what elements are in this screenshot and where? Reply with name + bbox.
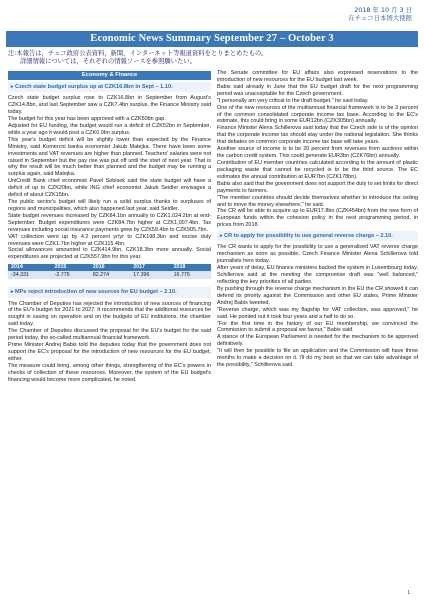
paragraph: Social allowances amounted to CZK414.9bn, CZK18.3bn more annually. Social expenditures are projected at CZK557.9bn for this year.: [8, 247, 211, 261]
paragraph: Prime Minister Andrej Babis told the deputies today that the government does not support the EC's proposal for the introduction of new resources for the EU budget, either.: [8, 342, 211, 362]
left-column: [8, 71, 211, 384]
note-line-2: 詳細情報については，それぞれの情報ソースを参照願いたい。: [20, 58, 196, 65]
paragraph: Babis said already in June that the EU budget draft for the next programming period was unacceptable for the Czech government.: [217, 83, 418, 97]
paragraph: "Reverse charge, which was my flagship for VAT collection, was approved," he said. He pointed out it took four years and a half to do so.: [217, 306, 418, 320]
right-column: [217, 70, 418, 369]
paragraph: "For the first time in the history of our EU membership, we convinced the Commission to submit a proposal we favour," Babis said.: [217, 320, 418, 334]
article-heading-text: CR to apply for possibility to use general reverse charge – 2.10.: [224, 233, 393, 240]
section-heading: Economy & Finance: [8, 71, 211, 80]
table-header-row: [8, 264, 211, 271]
table-header: 2018: [171, 264, 211, 271]
paragraph: Contribution of EU member countries calculated according to the amount of plastic packaging waste that cannot be recycled is to be the third source. The EC estimates the annual contribution at EUR7bn (CZK178bn).: [217, 159, 418, 180]
paragraph: State budget revenues increased by CZK84.1bn annually to CZK1,024.2bn at end-September. Budget expenditures were CZK84.7bn higher at CZK1,007.4bn. Tax revenues including social insurance payments grew by CZK59.4bn to CZK905.7bn.: [8, 212, 211, 233]
article-heading-text: MPs reject introduction of new sources for EU budget – 2.10.: [15, 289, 177, 296]
table-cell: 82.274: [90, 271, 130, 279]
table-cell: -2.775: [52, 271, 90, 279]
table-cell: 16.775: [171, 271, 211, 279]
paragraph: One of the new resources of the multiannual financial framework is to be 3 percent of the common consolidated corporate income tax base. According to the EC's estimate, this could bring in some EUR12bn (CZK305bn) annually.: [217, 104, 418, 125]
page-title: Economic News Summary September 27 – October 3: [6, 31, 418, 47]
paragraph: "I personally am very critical to the draft budget," he said today.: [217, 97, 369, 104]
triangle-bullet-icon: ➤: [10, 84, 16, 89]
paragraph: Czech state budget surplus rose to CZK16.8bn in September from August's CZK14.8bn, and last September saw a CZK7.4bn surplus, the Finance Ministry said today.: [8, 95, 211, 116]
paragraph: VAT collection went up by 4.2 percent yr/yr to CZK198.3bn and excise duty revenues were CZK1.7bn higher at CZK115.4bn.: [8, 233, 211, 247]
article-heading-reverse-charge: [217, 231, 418, 241]
article-heading-text: Czech state budget surplus up at CZK16.8bn in Sept – 1.10.: [15, 84, 173, 90]
table-row: [8, 271, 211, 279]
table-header: 2016: [90, 264, 130, 271]
triangle-bullet-icon: ➤: [10, 289, 16, 295]
paragraph: Adjusted for EU funding, the budget would run a deficit of CZK52bn in September, while a year ago it would post a CZK0.9bn surplus.: [8, 122, 211, 136]
paragraph: After years of delay, EU finance ministers backed the system in Luxembourg today. Schillerova said at the meeting the compromise draft was "well balanced," reflecting the key priorities of all parties.: [217, 265, 418, 286]
article-heading-budget-surplus: [8, 82, 211, 92]
paragraph: The measure could bring, among other things, strengthening of the EC's powers in checks of collection of these resources. Moreover, the system of the EU budget's financing would become more complicated, he noted.: [8, 362, 211, 383]
table-header: 2014: [8, 264, 52, 271]
table-header: 2015: [52, 264, 90, 271]
paragraph: The CR wants to apply for the possibility to use a generalised VAT reverse charge mechanism as soon as possible, Czech Finance Minister Alena Schillerova told journalists here today.: [217, 244, 418, 265]
paragraph: The budget for this year has been approved with a CZK50bn gap.: [8, 115, 166, 122]
page-number: 1: [407, 590, 410, 596]
paragraph: The Chamber of Deputies has rejected the introduction of new sources of financing of the EU's budget for 2021 to 2027. It recommends that the additional resources be sought in saving on operation and on the budgets of EU institutions, the chamber said today.: [8, 300, 211, 328]
paragraph: Babis also said that the government does not support the duty to set limits for direct payments to farmers.: [217, 180, 418, 194]
paragraph: By pushing through the reverse charge mechanism in the EU the CR showed it can defend its priority against the Commission and other EU states, Prime Minister Andrej Babis tweeted.: [217, 285, 418, 306]
table-cell: 17.396: [130, 271, 170, 279]
article-heading-eu-budget: [8, 287, 211, 297]
paragraph: The Chamber of Deputies discussed the proposal for the EU's budget for the said period today, the so-called multiannual financial framework.: [8, 328, 211, 342]
embassy-name: 在チェコ日本国大使館: [348, 14, 412, 22]
paragraph: The Senate committee for EU affairs also expressed reservations to the introduction of new resources for the EU budget last week.: [217, 70, 418, 83]
paragraph: "The member countries should decide themselves whether to introduce the ceiling and to move the money elsewhere," he said.: [217, 194, 418, 208]
triangle-bullet-icon: ➤: [219, 233, 225, 239]
paragraph: "It will then be possible to file an application and the Commission will have three months to make a decision on it. I'll do my best so that we can take advantage of the possibility," Schillerova said.: [217, 348, 418, 369]
paragraph: This year's budget deficit will be slightly lower than expected by the Finance Ministry, said Komercni banka economist Jakub Matejka. There have been some investments and VAT revenues are higher than planned. Teachers' salaries were not raised in September but the pay rise was put off until the start of next year. That is why the result will be much better than planned and the budget may be running a surplus again, said Matejka.: [8, 136, 211, 178]
paragraph: Another source of income is to be 20 percent from revenues from auctions within the carbon credit system. This could generate EUR3bn (CZK76bn) annually.: [217, 146, 418, 160]
budget-table: [8, 264, 211, 279]
disclaimer-note: [8, 50, 416, 66]
paragraph: UniCredit Bank chief economist Pavel Sobisek said the state budget will have a deficit of up to CZK20bn, while ING chief economist Jakub Seidler envisages a deficit of about CZK15bn.: [8, 178, 211, 199]
table-cell: -34.331: [8, 271, 52, 279]
paragraph: A stance of the European Parliament is needed for the mechanism to be approved definitively.: [217, 334, 418, 348]
paragraph: The public sector's budget will likely run a solid surplus thanks to surpluses of regions and municipalities, which also happened last year, said Seidler.: [8, 199, 211, 212]
note-line-1: 注:本報告は，チェコ政府公表資料，新聞，インターネット等報道資料をとりまとめたもの。: [8, 50, 268, 57]
paragraph: The CR will be able to acquire up to EUR17.8bn (CZK454bn) from the new form of European funds within the cohesion policy in the next programming period, in prices from 2018.: [217, 208, 418, 229]
table-header: 2017: [130, 264, 170, 271]
report-date: 2018 年 10 月 3 日: [354, 6, 412, 14]
header-meta: [348, 6, 412, 22]
paragraph: Finance Minister Alena Schillerova said today that the Czech side is of the opinion that the corporate income tax should stay under the national legislation. She thinks that debates on common corporate income tax base will take years.: [217, 125, 418, 146]
